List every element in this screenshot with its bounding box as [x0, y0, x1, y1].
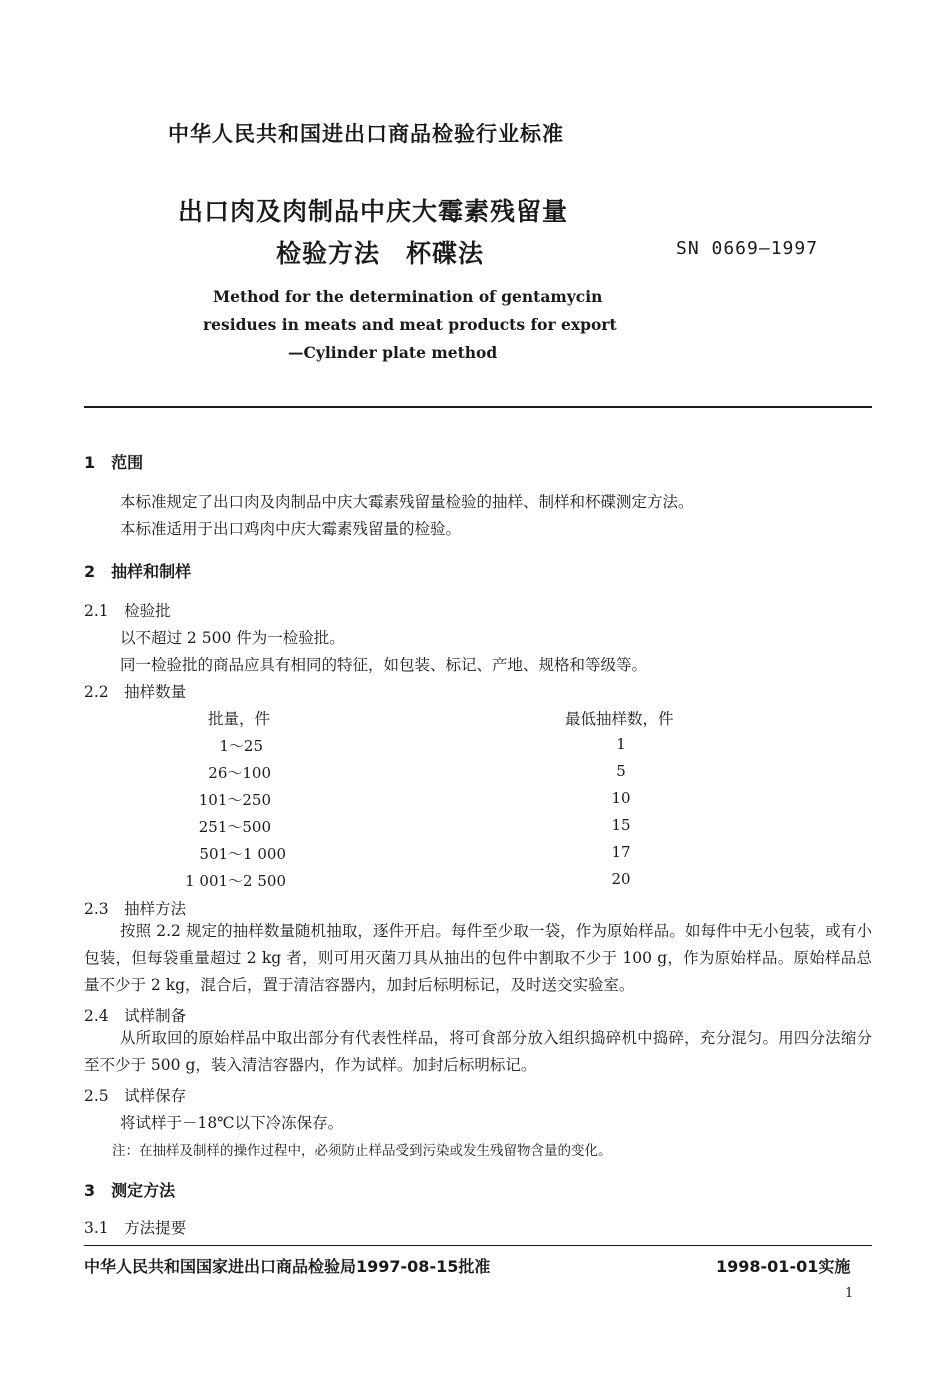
header-divider [84, 406, 872, 408]
section-2-1-heading: 2.1 检验批 [84, 602, 171, 620]
table-cell-batch: 101～250 [198, 791, 271, 809]
section-2-3-text: 按照 2.2 规定的抽样数量随机抽取，逐件开启。每件至少取一袋，作为原始样品。如每件中无小包装，或有小包装，但每袋重量超过 2 kg 者，则可用灭菌刀具从抽出的包件中割取不少于 100 g，作为原始样品。原始样品总量不少于 2 kg，混合后，置于清洁容器内，加封后标明标记，及时送交实验室。 [84, 922, 872, 994]
table-cell-samples: 1 [616, 735, 626, 753]
section-2-5-heading: 2.5 试样保存 [84, 1087, 187, 1105]
section-2-2-heading: 2.2 抽样数量 [84, 683, 187, 701]
table-cell-samples: 17 [611, 843, 631, 861]
table-cell-samples: 5 [616, 762, 626, 780]
section-2-3-heading: 2.3 抽样方法 [84, 900, 187, 918]
section-1-heading: 1 范围 [84, 453, 144, 472]
english-title-line1: Method for the determination of gentamycin [213, 287, 603, 306]
page-number: 1 [845, 1286, 854, 1301]
section-1-paragraph-2: 本标准适用于出口鸡肉中庆大霉素残留量的检验。 [120, 520, 462, 538]
table-cell-batch: 501～1 000 [199, 845, 286, 863]
approval-line: 中华人民共和国国家进出口商品检验局1997-08-15批准 [84, 1257, 491, 1276]
document-title-line2: 检验方法 杯碟法 [276, 239, 485, 268]
table-cell-batch: 26～100 [208, 764, 271, 782]
table-cell-batch: 251～500 [198, 818, 271, 836]
section-3-heading: 3 测定方法 [84, 1181, 176, 1200]
section-2-5-text: 将试样于－18℃以下冷冻保存。 [120, 1114, 344, 1132]
table-header-batch-size: 批量，件 [208, 710, 271, 728]
table-cell-samples: 10 [611, 789, 631, 807]
section-2-1-paragraph-2: 同一检验批的商品应具有相同的特征，如包装、标记、产地、规格和等级等。 [120, 656, 648, 674]
document-title-line1: 出口肉及肉制品中庆大霉素残留量 [178, 197, 569, 226]
footer-divider [84, 1245, 872, 1246]
section-3-1-heading: 3.1 方法提要 [84, 1219, 187, 1237]
table-cell-batch: 1 001～2 500 [185, 872, 286, 890]
english-title-line3: —Cylinder plate method [288, 343, 498, 362]
standard-category: 中华人民共和国进出口商品检验行业标准 [168, 122, 564, 146]
table-header-min-samples: 最低抽样数，件 [565, 710, 674, 728]
english-title-line2: residues in meats and meat products for export [203, 315, 617, 334]
section-2-heading: 2 抽样和制样 [84, 562, 192, 581]
standard-number: SN 0669—1997 [676, 238, 819, 259]
section-2-4-heading: 2.4 试样制备 [84, 1007, 187, 1025]
section-2-5-note: 注：在抽样及制样的操作过程中，必须防止样品受到污染或发生残留物含量的变化。 [112, 1143, 612, 1159]
table-cell-batch: 1～25 [219, 737, 263, 755]
section-1-paragraph-1: 本标准规定了出口肉及肉制品中庆大霉素残留量检验的抽样、制样和杯碟测定方法。 [120, 493, 694, 511]
table-cell-samples: 20 [611, 870, 631, 888]
section-2-4-text: 从所取回的原始样品中取出部分有代表性样品，将可食部分放入组织捣碎机中捣碎，充分混匀。用四分法缩分至不少于 500 g，装入清洁容器内，作为试样。加封后标明标记。 [84, 1029, 872, 1074]
table-cell-samples: 15 [611, 816, 631, 834]
section-2-1-paragraph-1: 以不超过 2 500 件为一检验批。 [120, 629, 345, 647]
implementation-date: 1998-01-01实施 [716, 1257, 851, 1276]
